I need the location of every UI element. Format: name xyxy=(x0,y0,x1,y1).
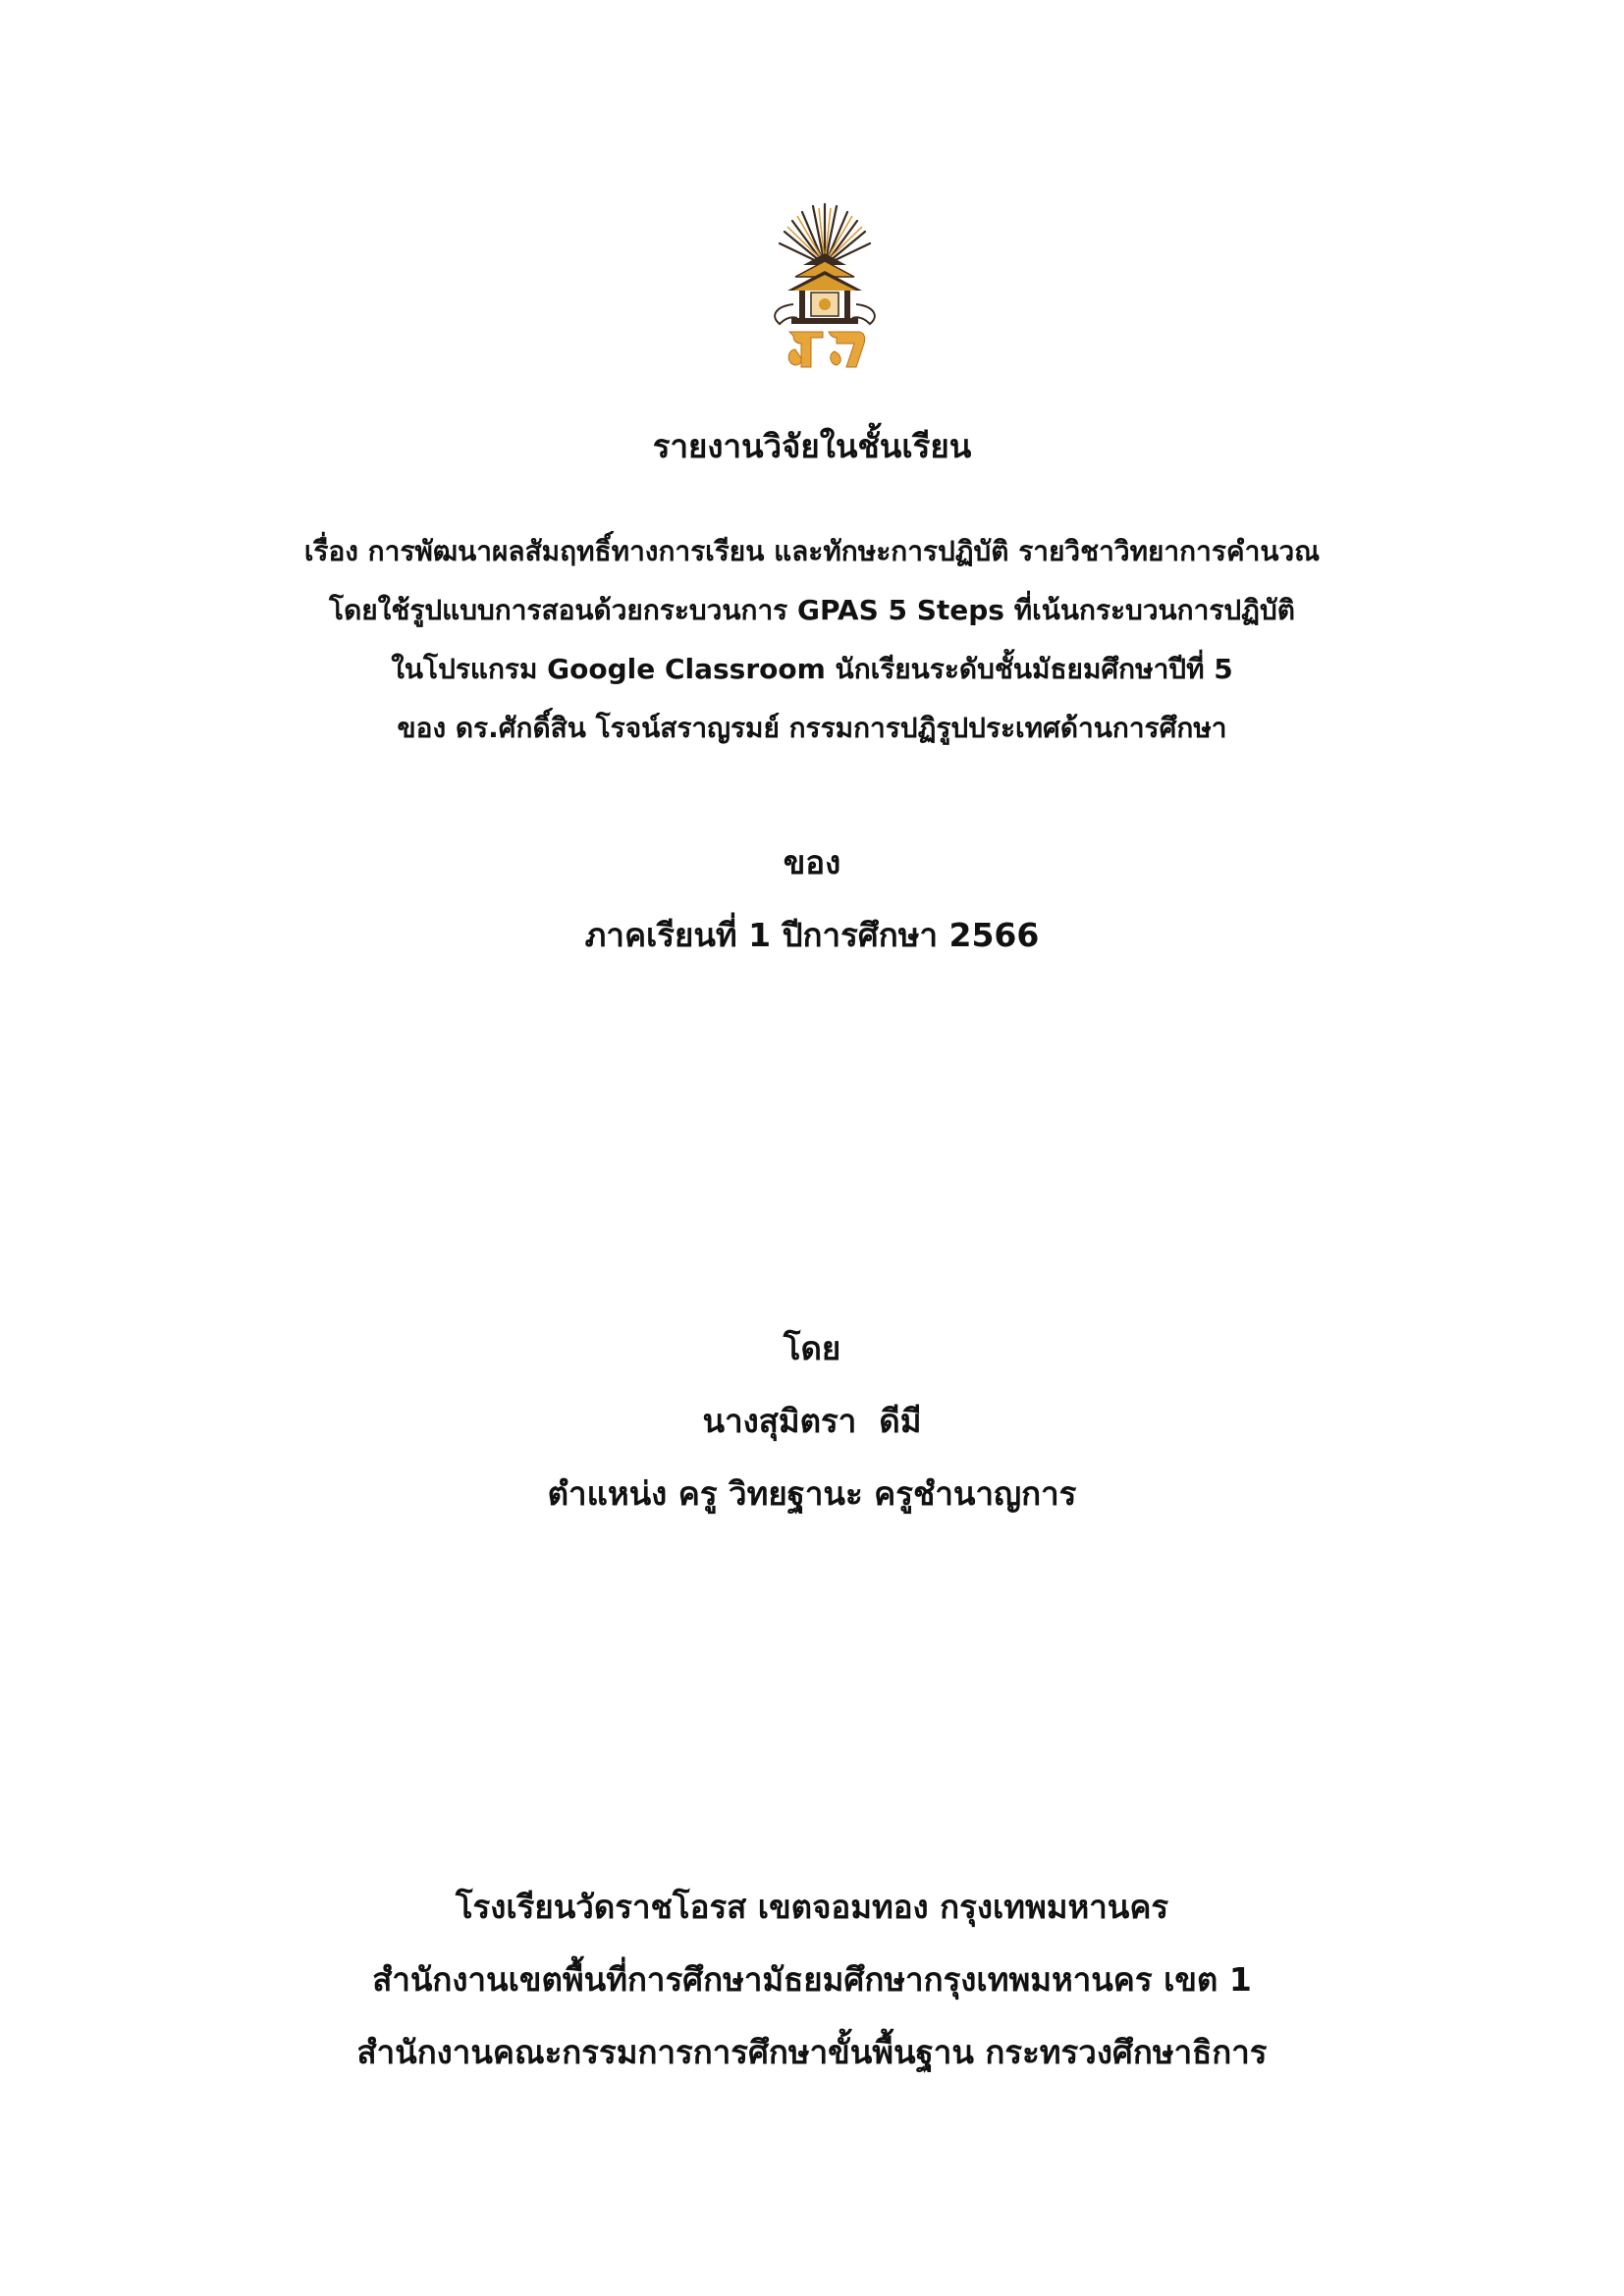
subject-line-4: ของ ดร.ศักดิ์สิน โรจน์สราญรมย์ กรรมการปฏิรูปประเทศด้านการศึกษา xyxy=(397,712,1227,744)
school-line-2: สำนักงานเขตพื้นที่การศึกษามัธยมศึกษากรุงเทพมหานคร เขต 1 xyxy=(372,1960,1252,1999)
author-name: นางสุมิตรา ดีมี xyxy=(702,1402,922,1440)
by-label: โดย xyxy=(783,1329,841,1367)
school-line-3: สำนักงานคณะกรรมการการศึกษาขั้นพื้นฐาน กระทรวงศึกษาธิการ xyxy=(356,2033,1268,2071)
author-position: ตำแหน่ง ครู วิทยฐานะ ครูชำนาญการ xyxy=(547,1474,1077,1513)
report-title: รายงานวิจัยในชั้นเรียน xyxy=(652,427,972,465)
school-emblem-logo xyxy=(766,196,884,378)
of-label: ของ xyxy=(783,843,841,881)
subject-line-3: ในโปรแกรม Google Classroom นักเรียนระดับชั้นมัธยมศึกษาปีที่ 5 xyxy=(391,653,1233,685)
school-line-1: โรงเรียนวัดราชโอรส เขตจอมทอง กรุงเทพมหานคร xyxy=(455,1888,1169,1926)
subject-line-1: เรื่อง การพัฒนาผลสัมฤทธิ์ทางการเรียน และทักษะการปฏิบัติ รายวิชาวิทยาการคำนวณ xyxy=(303,535,1321,567)
academic-term: ภาคเรียนที่ 1 ปีการศึกษา 2566 xyxy=(584,916,1040,954)
subject-line-2: โดยใช้รูปแบบการสอนด้วยกระบวนการ GPAS 5 Steps ที่เน้นกระบวนการปฏิบัติ xyxy=(329,594,1295,626)
